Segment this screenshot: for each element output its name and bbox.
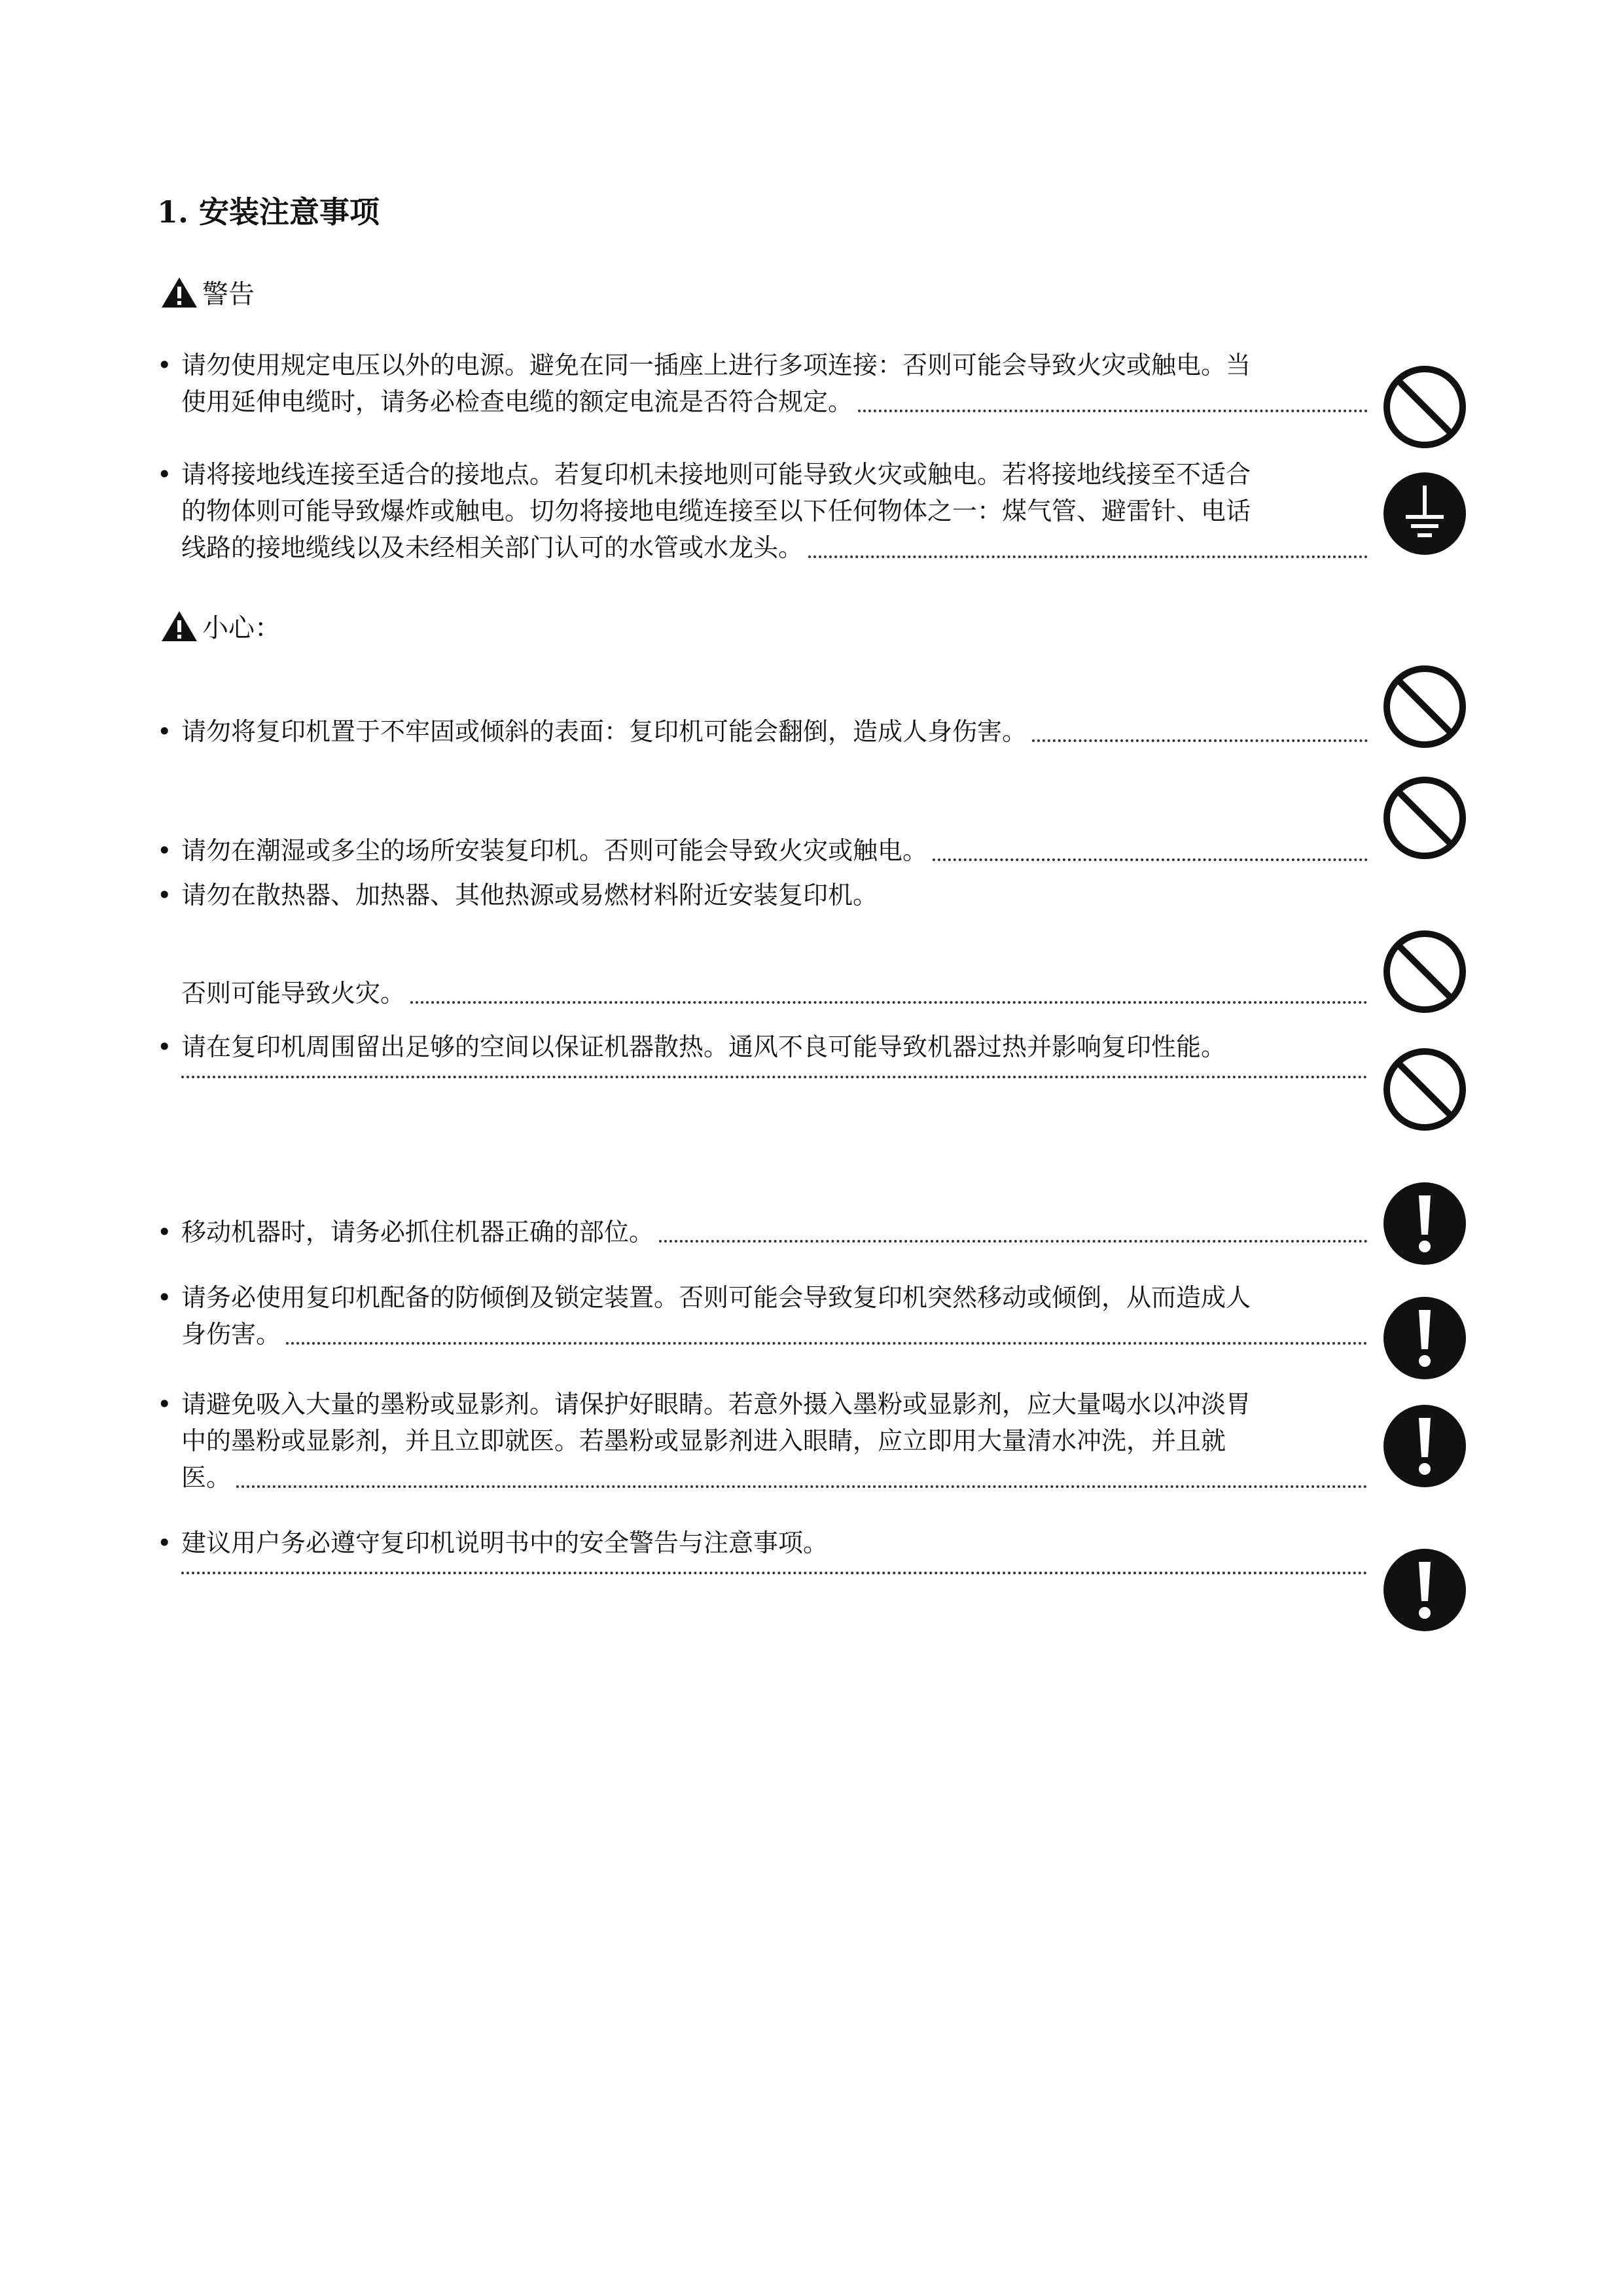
bullet: • bbox=[157, 1390, 172, 1419]
dot-leader bbox=[181, 1572, 1368, 1574]
page-title bbox=[157, 188, 380, 232]
dot-leader bbox=[659, 1240, 1368, 1243]
bullet: • bbox=[157, 460, 172, 489]
bullet: • bbox=[157, 881, 172, 910]
caution-item bbox=[157, 713, 1368, 750]
caution-item bbox=[157, 832, 1368, 869]
dot-leader bbox=[858, 410, 1368, 412]
bullet: • bbox=[157, 1528, 172, 1557]
exclamation-icon bbox=[1382, 1404, 1467, 1489]
item-line: 使用延伸电缆时，请务必检查电缆的额定电流是否符合规定。 bbox=[181, 387, 853, 416]
prohibited-icon bbox=[1382, 775, 1467, 860]
item-line: 的物体则可能导致爆炸或触电。切勿将接地电缆连接至以下任何物体之一：煤气管、避雷针、电话 bbox=[181, 497, 1251, 525]
exclamation-icon bbox=[1382, 1296, 1467, 1381]
item-line: 请勿在散热器、加热器、其他热源或易燃材料附近安装复印机。 bbox=[181, 881, 878, 910]
caution-item bbox=[157, 1386, 1368, 1496]
dot-leader bbox=[1032, 739, 1368, 742]
caution-item bbox=[157, 1279, 1368, 1352]
dot-leader bbox=[933, 858, 1368, 861]
dot-leader bbox=[808, 556, 1368, 558]
caution-label: 小心： bbox=[202, 613, 281, 643]
dot-leader bbox=[236, 1485, 1368, 1488]
bullet: • bbox=[157, 351, 172, 380]
section-number: 1. bbox=[157, 194, 189, 230]
prohibited-icon bbox=[1382, 664, 1467, 749]
item-line: 否则可能导致火灾。 bbox=[181, 979, 406, 1008]
bullet: • bbox=[157, 836, 172, 865]
bullet: • bbox=[157, 717, 172, 746]
caution-item-continuation bbox=[157, 975, 1368, 1012]
caution-item bbox=[157, 1214, 1368, 1250]
prohibited-icon bbox=[1382, 364, 1467, 450]
item-line: 请在复印机周围留出足够的空间以保证机器散热。通风不良可能导致机器过热并影响复印性能。 bbox=[181, 1033, 1226, 1061]
item-line: 请务必使用复印机配备的防倾倒及锁定装置。否则可能会导致复印机突然移动或倾倒，从而造成人 bbox=[181, 1283, 1251, 1312]
item-line: 移动机器时，请务必抓住机器正确的部位。 bbox=[181, 1218, 654, 1246]
item-line: 身伤害。 bbox=[181, 1320, 281, 1349]
item-line: 医。 bbox=[181, 1463, 232, 1492]
item-line: 请避免吸入大量的墨粉或显影剂。请保护好眼睛。若意外摄入墨粉或显影剂，应大量喝水以冲淡胃 bbox=[181, 1390, 1251, 1419]
warning-item bbox=[157, 347, 1368, 420]
caution-heading bbox=[160, 607, 281, 645]
caution-item bbox=[157, 877, 1368, 913]
item-line: 请勿使用规定电压以外的电源。避免在同一插座上进行多项连接：否则可能会导致火灾或触电。当 bbox=[181, 351, 1251, 380]
bullet: • bbox=[157, 1218, 172, 1246]
item-line: 中的墨粉或显影剂，并且立即就医。若墨粉或显影剂进入眼睛，应立即用大量清水冲洗，并且就 bbox=[181, 1426, 1226, 1455]
caution-item bbox=[157, 1525, 1368, 1574]
warning-label: 警告 bbox=[202, 279, 255, 309]
dot-leader bbox=[410, 1001, 1368, 1004]
warning-triangle-icon bbox=[160, 610, 198, 643]
dot-leader bbox=[181, 1076, 1368, 1078]
bullet: • bbox=[157, 1283, 172, 1312]
warning-item bbox=[157, 456, 1368, 566]
prohibited-icon bbox=[1382, 1047, 1467, 1132]
item-line: 建议用户务必遵守复印机说明书中的安全警告与注意事项。 bbox=[181, 1528, 829, 1557]
warning-heading bbox=[160, 274, 255, 311]
prohibited-icon bbox=[1382, 929, 1467, 1014]
item-line: 请勿将复印机置于不牢固或倾斜的表面：复印机可能会翻倒，造成人身伤害。 bbox=[181, 717, 1027, 746]
section-title: 安装注意事项 bbox=[199, 194, 380, 230]
exclamation-icon bbox=[1382, 1547, 1467, 1633]
item-line: 请将接地线连接至适合的接地点。若复印机未接地则可能导致火灾或触电。若将接地线接至不适合 bbox=[181, 460, 1251, 489]
bullet: • bbox=[157, 1033, 172, 1061]
caution-item bbox=[157, 1029, 1368, 1078]
exclamation-icon bbox=[1382, 1181, 1467, 1266]
warning-triangle-icon bbox=[160, 276, 198, 309]
item-line: 线路的接地缆线以及未经相关部门认可的水管或水龙头。 bbox=[181, 533, 804, 562]
item-line: 请勿在潮湿或多尘的场所安装复印机。否则可能会导致火灾或触电。 bbox=[181, 836, 928, 865]
ground-icon bbox=[1382, 471, 1467, 556]
dot-leader bbox=[286, 1342, 1368, 1345]
